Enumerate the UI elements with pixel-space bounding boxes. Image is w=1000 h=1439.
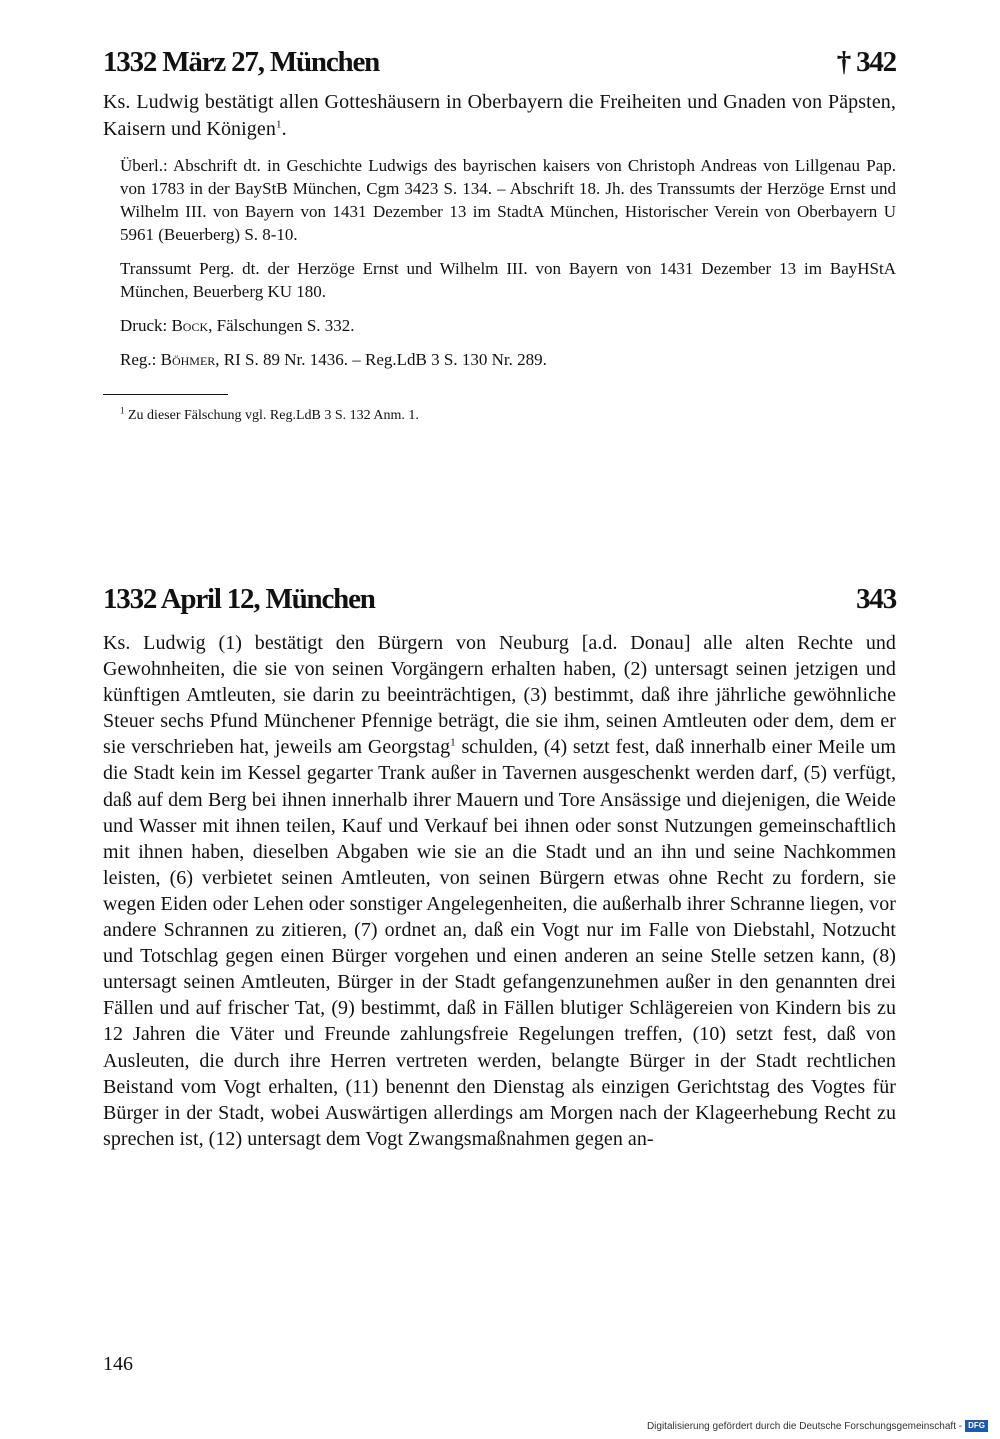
footnote-ref: 1 <box>450 736 456 749</box>
entry-number: 343 <box>856 583 896 615</box>
author-name: Böhmer <box>160 350 216 369</box>
footnote-ref: 1 <box>275 118 282 131</box>
entry-number: † 342 <box>836 46 896 78</box>
entry-regest-text: Ks. Ludwig (1) bestätigt den Bürgern von Neuburg [a.d. Donau] alle alten Rechte und Gewohnheiten, die sie von seinen Vorgängern erhalten haben, (2) untersagt seinen jetzigen und künftigen Amtleuten, sie darin zu beeinträchtigen, (3) bestimmt, daß ihre jährliche gewöhnliche Steuer sechs Pfund Münchener Pfennige beträgt, die sie ihm, seinen Amtleuten oder dem, dem er sie verschrieben hat, jeweils am Georgstag$^1$ schulden, (4) setzt fest, daß innerhalb einer Meile um die Stadt kein im Kessel gegarter Trank außer in Tavernen ausgeschenkt werden darf, (5) verfügt, daß auf dem Berg bei ihnen innerhalb ihrer Mauern und Tore Ansässige und diejenigen, die Weide und Wasser mit ihnen teilen, Kauf und Verkauf bei ihnen oder sonst Nutzungen gemeinschaftlich mit ihnen haben, dieselben Abgaben wie sie an die Stadt und an ihn und seine Nachkommen leisten, (6) verbietet seinen Amtleuten, von seinen Bürgern etwas ohne Recht zu fordern, sie wegen Eiden oder Lehen oder sonstiger Angelegenheiten, die außerhalb ihrer Schranne liegen, vor andere Schrannen zu zitieren, (7) ordnet an, daß ein Vogt nur im Falle von Diebstahl, Notzucht und Totschlag gegen einen Bürger vorgehen und einen anderen an seine Stelle setzen kann, (8) untersagt seinen Amtleuten, Bürger in der Stadt gefangenzunehmen außer in den genannten drei Fällen und auf frischer Tat, (9) bestimmt, daß in Fällen blutiger Schlägereien von Kindern bis zu 12 Jahren die Väter und Freunde zahlungsfreie Regelungen treffen, (10) setzt fest, daß von Ausleuten, die durch ihre Herren vertreten werden, belangte Bürger in der Stadt rechtlichen Beistand vom Vogt erhalten, (11) benennt den Dienstag als einzigen Gerichtstag des Vogtes für Bürger in der Stadt, wobei Auswärtigen allerdings am Morgen nach der Klageerhebung Recht zu sprechen ist, (12) untersagt dem Vogt Zwangsmaßnahmen gegen an- <box>103 632 896 1150</box>
entry-date-place: 1332 April 12, München <box>103 583 375 615</box>
author-name: Bock <box>171 316 209 335</box>
footnote: $^1$ Zu dieser Fälschung vgl. Reg.LdB 3 S. 132 Anm. 1. <box>120 405 419 423</box>
transmission-note: Überl.: Abschrift dt. in Geschichte Ludwigs des bayrischen kaisers von Christoph Andreas von Lillgenau Pap. von 1783 in der BayStB München, Cgm 3423 S. 134. – Abschrift 18. Jh. des Transsumts der Herzöge Ernst und Wilhelm III. von Bayern von 1431 Dezember 13 im StadtA München, Historischer Verein von Oberbayern U 5961 (Beuerberg) S. 8-10. <box>120 156 896 244</box>
dfg-logo: DFG <box>965 1420 988 1432</box>
apparatus <box>120 154 896 371</box>
entry-heading <box>103 45 896 79</box>
footnote-divider <box>103 394 228 395</box>
print-note: Druck: Bock, Fälschungen S. 332. <box>120 316 355 335</box>
entry-heading <box>103 582 896 616</box>
entry-date-place: 1332 März 27, München <box>103 46 380 78</box>
entry-343 <box>103 582 896 1152</box>
dfg-footer <box>647 1420 988 1432</box>
entry-summary: Ks. Ludwig bestätigt allen Gotteshäusern in Oberbayern die Freiheiten und Gnaden von Päpsten, Kaisern und Königen$^1$. <box>103 91 896 140</box>
entry-342 <box>103 45 896 425</box>
transsumt-note: Transsumt Perg. dt. der Herzöge Ernst und Wilhelm III. von Bayern von 1431 Dezember 13 im BayHStA München, Beuerberg KU 180. <box>120 259 896 301</box>
page-number: 146 <box>103 1353 133 1375</box>
funding-note: Digitalisierung gefördert durch die Deutsche Forschungsgemeinschaft - <box>646 1420 963 1432</box>
regest-note: Reg.: Böhmer, RI S. 89 Nr. 1436. – Reg.LdB 3 S. 130 Nr. 289. <box>120 350 547 369</box>
